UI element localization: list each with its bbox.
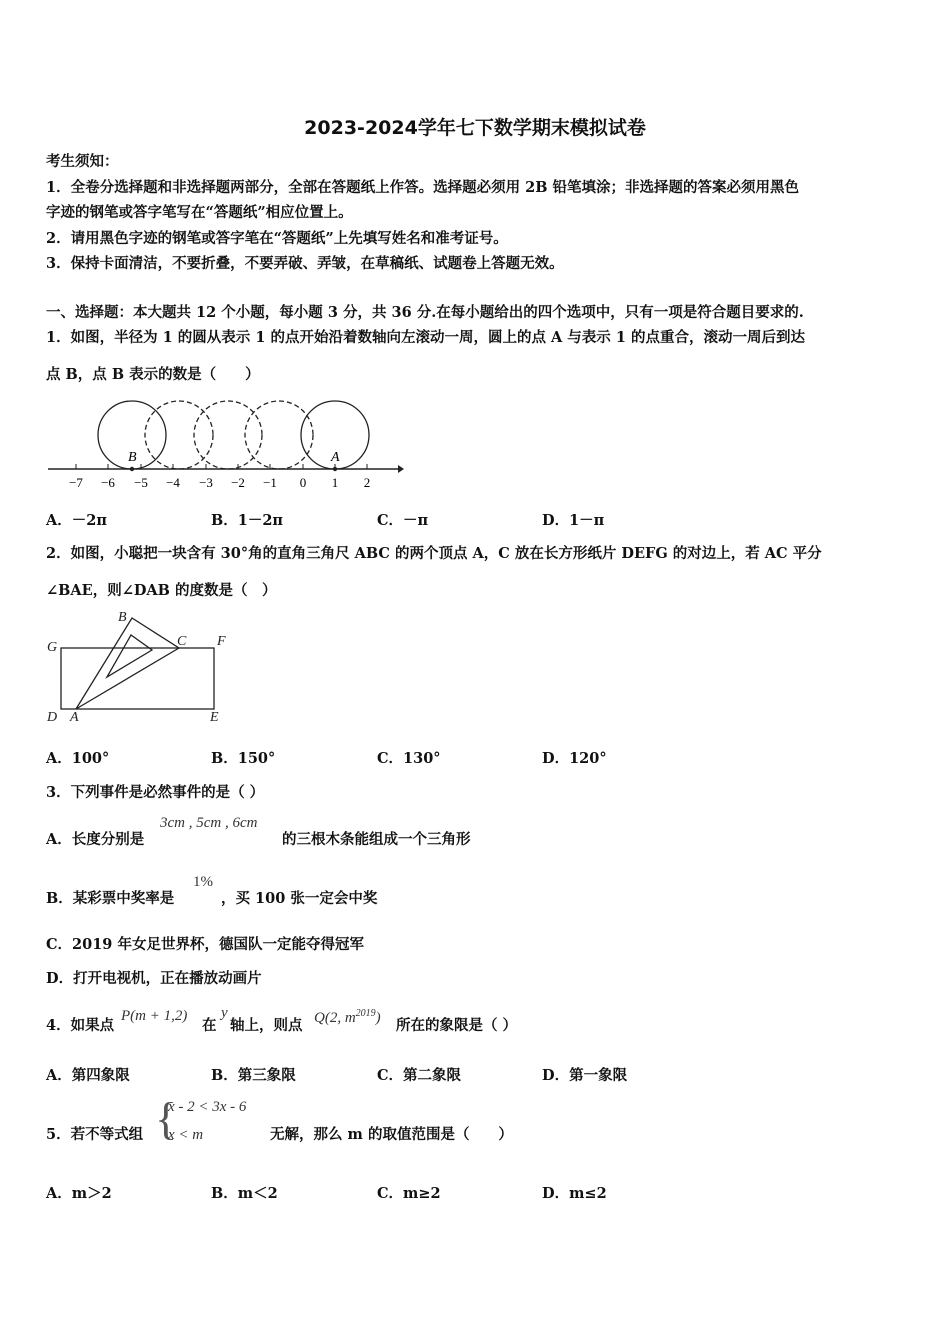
q4-option-a: A．第四象限 (46, 1067, 130, 1084)
axis-arrow (398, 465, 404, 473)
tick-label: −4 (166, 475, 180, 490)
q1-stem-line-1: 1．如图，半径为 1 的圆从表示 1 的点开始沿着数轴向左滚动一周，圆上的点 A 与表示 1 的点重合，滚动一周后到达 (46, 329, 805, 346)
q1-option-d: D．1－π (542, 512, 605, 529)
q5-option-c: C．m≥2 (377, 1185, 441, 1202)
label-b: B (128, 450, 137, 465)
label-g: G (47, 640, 58, 655)
q4-option-b: B．第三象限 (211, 1067, 296, 1084)
q3-stem: 3．下列事件是必然事件的是（ ） (46, 784, 265, 801)
rectangle-defg (61, 648, 214, 709)
tick-label: 2 (363, 475, 371, 490)
q5-option-d: D．m≤2 (542, 1185, 607, 1202)
tick-label: −7 (69, 475, 83, 490)
label-f: F (217, 634, 226, 649)
label-a: A (70, 710, 79, 725)
triangle-abc (76, 618, 179, 709)
notice-line-1b: 字迹的钢笔或答字笔写在“答题纸”相应位置上。 (46, 204, 353, 221)
q1-option-c: C．－π (377, 512, 429, 529)
q5-option-a: A．m＞2 (46, 1185, 112, 1202)
q4-option-d: D．第一象限 (542, 1067, 628, 1084)
q5-inequality-1: x - 2 < 3x - 6 (168, 1099, 247, 1115)
section-heading: 一、选择题：本大题共 12 个小题，每小题 3 分，共 36 分.在每小题给出的四个选项中，只有一项是符合题目要求的. (46, 304, 804, 321)
q4-point-q-close: ) (375, 1010, 381, 1026)
circle-rolling-1 (145, 401, 213, 469)
q4-point-q-base: Q(2, m (314, 1010, 356, 1026)
q2-stem-line-1: 2．如图，小聪把一块含有 30°角的直角三角尺 ABC 的两个顶点 A，C 放在长方形纸片 DEFG 的对边上，若 AC 平分 (46, 545, 822, 562)
q1-option-a: A．－2π (46, 512, 107, 529)
label-d: D (47, 710, 58, 725)
q4-point-q-exponent: 2019 (355, 1008, 376, 1019)
q4-stem-mid-1: 在 (202, 1017, 217, 1034)
q5-option-b: B．m＜2 (211, 1185, 278, 1202)
q3-option-a-suffix: 的三根木条能组成一个三角形 (282, 831, 471, 848)
tick-label: −6 (101, 475, 115, 490)
q2-option-d: D．120° (542, 750, 607, 767)
notice-line-2: 2．请用黑色字迹的钢笔或答字笔在“答题纸”上先填写姓名和准考证号。 (46, 230, 508, 247)
q2-stem-line-2: ∠BAE，则∠DAB 的度数是（ ） (46, 582, 277, 599)
q4-y-axis: y (221, 1005, 228, 1021)
q1-number-line-figure (46, 393, 406, 493)
circle-rolling-2 (194, 401, 262, 469)
label-b: B (118, 610, 127, 625)
q3-option-d: D．打开电视机，正在播放动画片 (46, 970, 262, 987)
q5-system-brace: { (155, 1093, 178, 1144)
q3-option-a-math: 3cm , 5cm , 6cm (160, 815, 258, 831)
q4-point-q (314, 1008, 381, 1027)
q4-point-p: P(m + 1,2) (121, 1008, 188, 1024)
q3-option-a-prefix: A．长度分别是 (46, 831, 145, 848)
q3-option-b-suffix: ，买 100 张一定会中奖 (221, 890, 378, 907)
q5-stem-prefix: 5．若不等式组 (46, 1126, 144, 1143)
q2-triangle-figure (44, 605, 244, 730)
q3-option-b-math: 1% (193, 874, 213, 890)
label-c: C (177, 634, 187, 649)
triangle-inner (107, 635, 152, 677)
q5-stem-suffix: 无解，那么 m 的取值范围是（ ） (270, 1126, 513, 1143)
tick-label: −5 (134, 475, 148, 490)
point-a (333, 467, 337, 471)
q1-option-b: B．1－2π (211, 512, 284, 529)
tick-label: 0 (299, 475, 307, 490)
q2-option-c: C．130° (377, 750, 441, 767)
tick-label: −3 (199, 475, 213, 490)
q3-option-b-prefix: B．某彩票中奖率是 (46, 890, 175, 907)
page-title: 2023-2024学年七下数学期末模拟试卷 (304, 117, 646, 139)
notice-heading: 考生须知： (46, 153, 119, 170)
q4-option-c: C．第二象限 (377, 1067, 462, 1084)
q4-stem-suffix: 所在的象限是（ ） (396, 1017, 518, 1034)
notice-line-1a: 1．全卷分选择题和非选择题两部分，全部在答题纸上作答。选择题必须用 2B 铅笔填涂；非选择题的答案必须用黑色 (46, 179, 800, 196)
q2-option-b: B．150° (211, 750, 276, 767)
q4-stem-prefix: 4．如果点 (46, 1017, 115, 1034)
q1-stem-line-2: 点 B，点 B 表示的数是（ ） (46, 366, 260, 383)
point-b (130, 467, 134, 471)
tick-label: −2 (231, 475, 245, 490)
q4-stem-mid-2: 轴上，则点 (230, 1017, 303, 1034)
circle-rolling-3 (245, 401, 313, 469)
q3-option-c: C．2019 年女足世界杯，德国队一定能夺得冠军 (46, 936, 364, 953)
q5-inequality-2: x < m (168, 1127, 204, 1143)
tick-label: −1 (263, 475, 277, 490)
label-a: A (331, 450, 340, 465)
q2-option-a: A．100° (46, 750, 110, 767)
tick-label: 1 (331, 475, 339, 490)
label-e: E (210, 710, 219, 725)
notice-line-3: 3．保持卡面清洁，不要折叠，不要弄破、弄皱，在草稿纸、试题卷上答题无效。 (46, 255, 564, 272)
